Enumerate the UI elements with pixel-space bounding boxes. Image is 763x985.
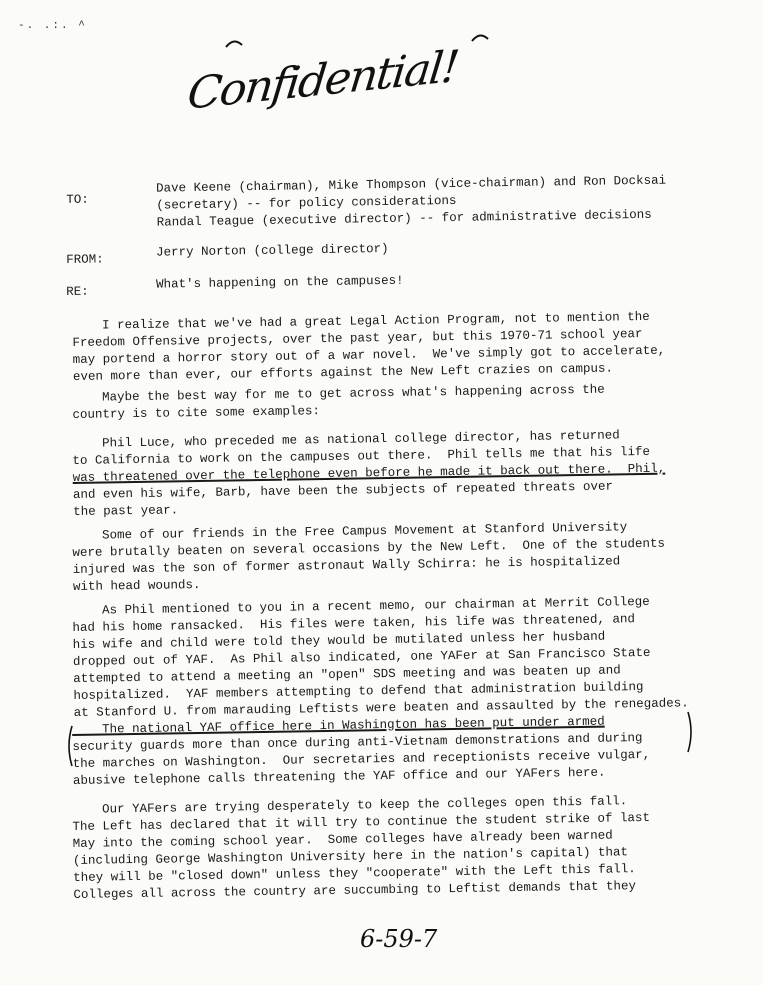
re-row (66, 268, 706, 299)
paragraph-3 (72, 426, 693, 521)
paragraph-5 (72, 593, 694, 722)
from-value: Jerry Norton (college director) (156, 241, 389, 260)
to-row (66, 172, 706, 230)
text-line: country is to cite some examples: (72, 404, 321, 422)
to-line: Dave Keene (chairman), Mike Thompson (vice-chairman) and Ron Docksai (156, 173, 667, 196)
to-value (156, 172, 717, 232)
text-line: security guards more than once during anti-Vietnam demonstrations and during (72, 731, 643, 754)
handwritten-page-number: 6-59-7 (360, 925, 438, 953)
text-line: Our YAFers are trying desperately to keep the colleges open this fall. (72, 794, 628, 817)
text-line: and even his wife, Barb, have been the subjects of repeated threats over (72, 479, 614, 502)
to-label: TO: (66, 192, 89, 207)
to-line: Randal Teague (executive director) -- for administrative decisions (156, 207, 652, 230)
confidential-stamp: Confidential! (185, 41, 461, 120)
text-line: were brutally beaten on several occasions by the New Left. One of the students (72, 536, 666, 560)
text-line: they will be "closed down" unless they "cooperate" with the Left this fall. (73, 862, 636, 885)
text-line: Some of our friends in the Free Campus Movement at Stanford University (72, 520, 628, 543)
handwritten-caret-left (224, 36, 244, 54)
from-row (66, 236, 706, 267)
stray-marks: -. .:. ^ (18, 20, 87, 32)
to-line: (secretary) -- for policy considerations (156, 193, 457, 213)
text-line: with head wounds. (72, 577, 201, 594)
text-line: the past year. (73, 503, 179, 519)
text-line: his wife and child were told they would be mutilated unless her husband (72, 629, 606, 652)
text-line: the marches on Washington. Our secretaries and receptionists receive vulgar, (72, 747, 651, 771)
text-line: (including George Washington University here in the nation's capital) that (72, 845, 629, 868)
text-line: Maybe the best way for me to get across what's happening across the (72, 382, 605, 405)
text-line: may portend a horror story out of a war novel. We've simply got to accelerate, (72, 343, 666, 367)
text-line: even more than ever, our efforts against the New Left crazies on campus. (72, 361, 614, 384)
paragraph-7 (72, 792, 694, 904)
text-line: Freedom Offensive projects, over the past year, but this 1970-71 school year (72, 327, 643, 350)
text-line: had his home ransacked. His files were taken, his life was threatened, and (72, 612, 636, 635)
paragraph-4 (72, 518, 693, 596)
text-line: Phil Luce, who preceded me as national college director, has returned (72, 428, 620, 451)
paragraph-2 (72, 380, 692, 424)
text-line-underlined: The national YAF office here in Washington has been put under armed (72, 714, 605, 737)
paragraph-1 (72, 308, 693, 386)
text-line: hospitalized. YAF members attempting to defend that administration building (73, 680, 644, 703)
text-line: injured was the son of former astronaut Wally Schirra: he is hospitalized (72, 554, 621, 577)
text-line: The Left has declared that it will try to continue the student strike of last (72, 810, 651, 834)
re-value: What's happening on the campuses! (156, 273, 404, 292)
text-line-underlined: was threatened over the telephone even before he made it back out there. Phil, (72, 461, 666, 485)
text-line: dropped out of YAF. As Phil also indicated, one YAFer at San Francisco State (72, 645, 651, 669)
text-line: abusive telephone calls threatening the YAF office and our YAFers here. (72, 765, 606, 788)
text-line: at Stanford U. from marauding Leftists were beaten and assaulted by the renegades. (73, 696, 689, 720)
handwritten-caret-right (470, 30, 490, 48)
paragraph-6 (72, 712, 693, 790)
text-line: Colleges all across the country are succumbing to Leftist demands that they (73, 879, 637, 902)
re-label: RE: (66, 284, 89, 299)
text-line: May into the coming school year. Some colleges have already been warned (72, 828, 613, 851)
text-line: attempted to attend a meeting an "open" SDS meeting and was beaten up and (73, 663, 621, 686)
text-line: As Phil mentioned to you in a recent memo, our chairman at Merrit College (72, 594, 650, 618)
text-line: to California to work on the campuses out there. Phil tells me that his life (72, 444, 651, 468)
text-line: I realize that we've had a great Legal Action Program, not to mention the (72, 309, 650, 333)
from-label: FROM: (66, 252, 104, 267)
